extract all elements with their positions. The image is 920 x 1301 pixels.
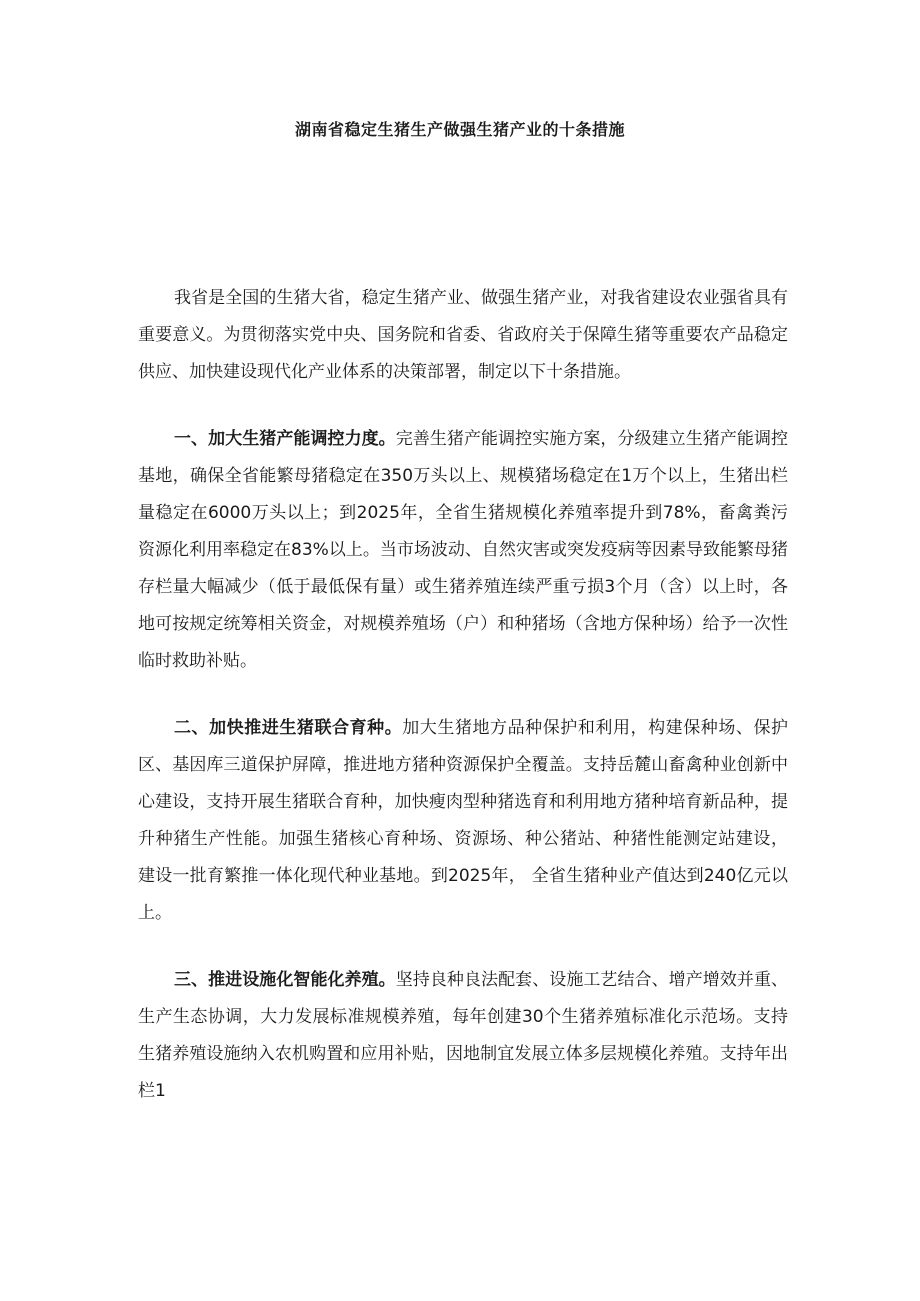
document-body: [138, 280, 788, 1110]
document-title: 湖南省稳定生猪生产做强生猪产业的十条措施: [294, 120, 625, 139]
section-text-1: 完善生猪产能调控实施方案，分级建立生猪产能调控基地，确保全省能繁母猪稳定在350万头以上、规模猪场稳定在1万个以上，生猪出栏量稳定在6000万头以上；到2025年，全省生猪规模化养殖率提升到78%，畜禽粪污资源化利用率稳定在83%以上。当市场波动、自然灾害或突发疫病等因素导致能繁母猪存栏量大幅减少（低于最低保有量）或生猪养殖连续严重亏损3个月（含）以上时，各地可按规定统筹相关资金，对规模养殖场（户）和种猪场（含地方保种场）给予一次性临时救助补贴。: [138, 429, 789, 671]
section-heading-1: 一、加大生猪产能调控力度。: [174, 429, 396, 449]
section-heading-2: 二、加快推进生猪联合育种。: [174, 718, 403, 738]
intro-paragraph: 我省是全国的生猪大省，稳定生猪产业、做强生猪产业，对我省建设农业强省具有重要意义。为贯彻落实党中央、国务院和省委、省政府关于保障生猪等重要农产品稳定供应、加快建设现代化产业体系的决策部署，制定以下十条措施。: [138, 288, 788, 382]
section-paragraph-2: [138, 710, 788, 932]
section-heading-3: 三、推进设施化智能化养殖。: [174, 970, 396, 990]
section-paragraph-1: [138, 421, 788, 680]
section-text-3: 坚持良种良法配套、设施工艺结合、增产增效并重、生产生态协调，大力发展标准规模养殖，每年创建30个生猪养殖标准化示范场。支持生猪养殖设施纳入农机购置和应用补贴，因地制宜发展立体多层规模化养殖。支持年出栏1: [138, 970, 789, 1101]
section-text-2: 加大生猪地方品种保护和利用，构建保种场、保护区、基因库三道保护屏障，推进地方猪种资源保护全覆盖。支持岳麓山畜禽种业创新中心建设，支持开展生猪联合育种，加快瘦肉型种猪选育和利用地方猪种培育新品种，提升种猪生产性能。加强生猪核心育种场、资源场、种公猪站、种猪性能测定站建设， 建设一批育繁推一体化现代种业基地。到2025年， 全省生猪种业产值达到240亿元以上。: [138, 718, 788, 923]
section-paragraph-3: [138, 962, 788, 1110]
